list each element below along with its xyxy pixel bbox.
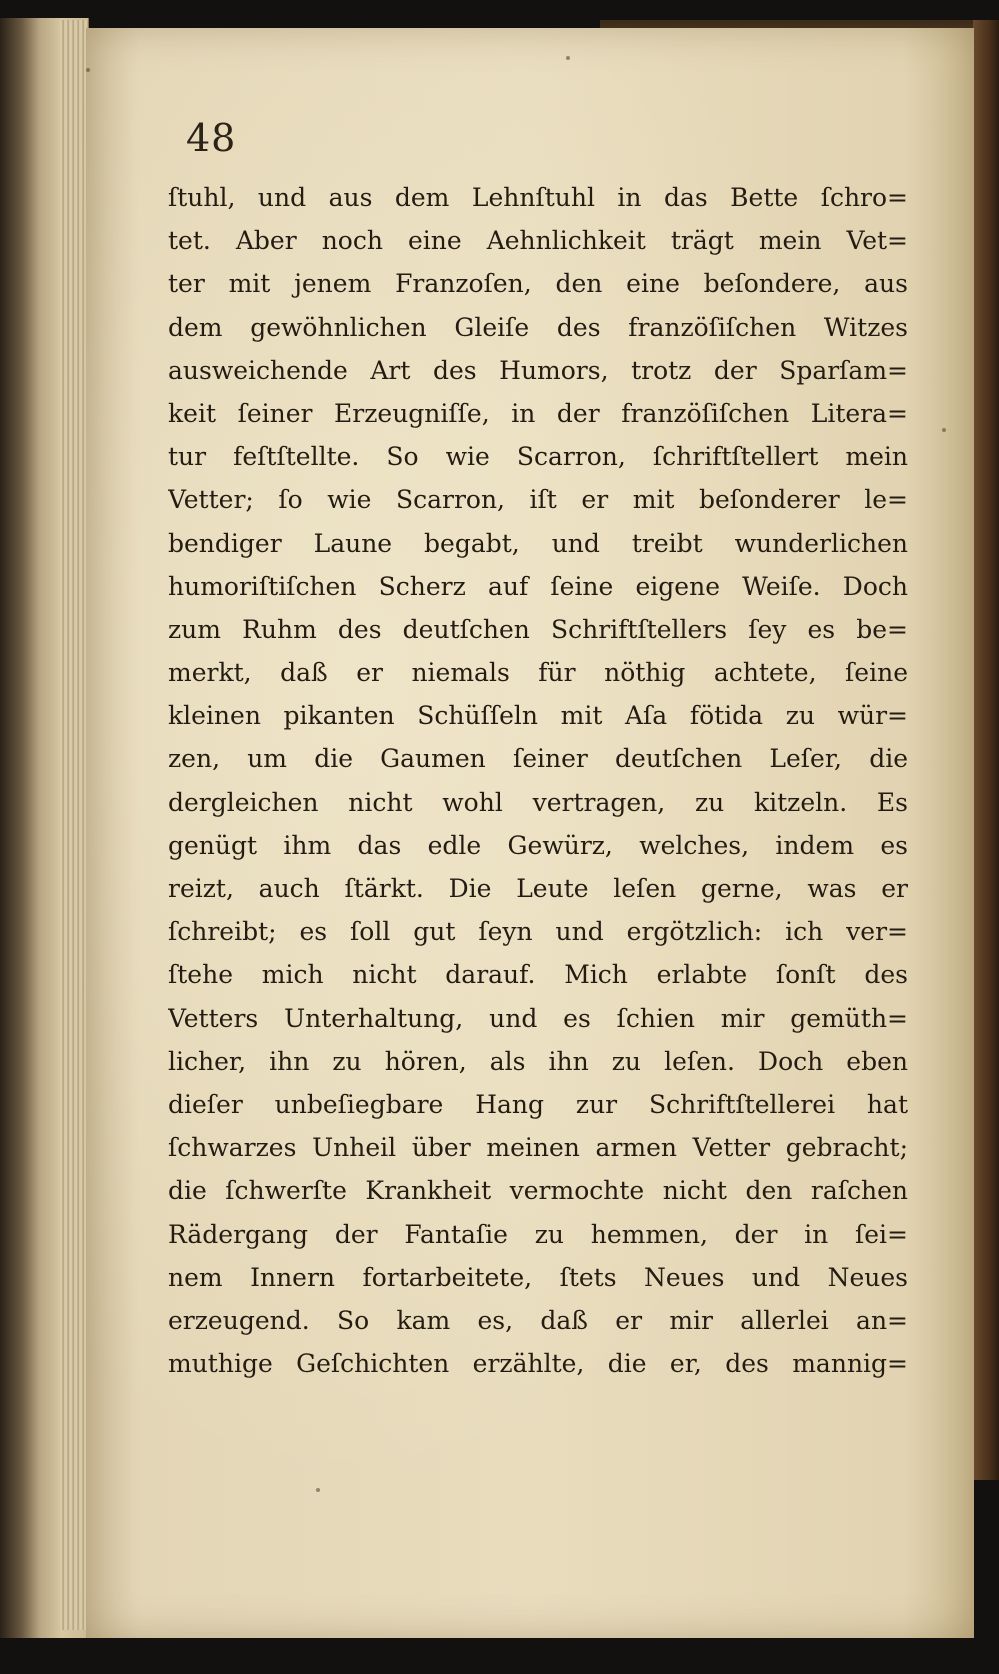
text-line: humoriſtiſchen Scherz auf ſeine eigene Weiſe. Doch: [168, 571, 908, 601]
text-line: kleinen pikanten Schüſſeln mit Aſa fötida zu wür=: [168, 701, 908, 731]
paper-speck: [316, 1488, 320, 1492]
page-text: [168, 176, 908, 1385]
text-line: erzeugend. So kam es, daß er mir allerlei an=: [168, 1305, 908, 1335]
text-line: ausweichende Art des Humors, trotz der Sparſam=: [168, 355, 908, 385]
text-line: merkt, daß er niemals für nöthig achtete, ſeine: [168, 658, 908, 688]
text-line: zum Ruhm des deutſchen Schriftſtellers ſey es be=: [168, 614, 908, 644]
text-line: dieſer unbeſiegbare Hang zur Schriftſtellerei hat: [168, 1089, 908, 1119]
page-number: 48: [186, 116, 237, 160]
text-line: ſchreibt; es ſoll gut ſeyn und ergötzlich: ich ver=: [168, 917, 908, 947]
text-line: die ſchwerſte Krankheit vermochte nicht den raſchen: [168, 1176, 908, 1206]
text-line: muthige Geſchichten erzählte, die er, des mannig=: [168, 1349, 908, 1379]
text-line: reizt, auch ſtärkt. Die Leute leſen gerne, was er: [168, 874, 908, 903]
text-line: ter mit jenem Franzoſen, den eine beſondere, aus: [168, 269, 908, 299]
text-line: bendiger Laune begabt, und treibt wunderlichen: [168, 528, 908, 558]
text-line: tet. Aber noch eine Aehnlichkeit trägt mein Vet=: [168, 226, 908, 256]
text-line: ſchwarzes Unheil über meinen armen Vetter gebracht;: [168, 1133, 908, 1163]
book-page: [86, 28, 974, 1638]
text-line: ſtehe mich nicht darauf. Mich erlabte ſonſt des: [168, 960, 908, 990]
text-line: dergleichen nicht wohl vertragen, zu kitzeln. Es: [168, 787, 908, 817]
text-line: ſtuhl, und aus dem Lehnſtuhl in das Bette ſchro=: [168, 183, 908, 212]
text-line: zen, um die Gaumen ſeiner deutſchen Leſer, die: [168, 744, 908, 774]
paper-speck: [566, 56, 570, 60]
page-stack-edge: [60, 20, 88, 1630]
text-line: Vetter; ſo wie Scarron, iſt er mit beſonderer le=: [168, 485, 908, 515]
text-line: nem Innern fortarbeitete, ſtets Neues und Neues: [168, 1262, 908, 1292]
text-line: genügt ihm das edle Gewürz, welches, indem es: [168, 830, 908, 860]
text-line: Vetters Unterhaltung, und es ſchien mir gemüth=: [168, 1003, 908, 1033]
text-line: keit ſeiner Erzeugniſſe, in der franzöſiſchen Litera=: [168, 398, 908, 428]
text-line: dem gewöhnlichen Gleiſe des franzöſiſchen Witzes: [168, 312, 908, 342]
paper-speck: [942, 428, 946, 432]
book-cover-right: [973, 20, 999, 1480]
text-line: Rädergang der Fantaſie zu hemmen, der in ſei=: [168, 1219, 908, 1249]
paper-speck: [86, 68, 90, 72]
text-line: licher, ihn zu hören, als ihn zu leſen. Doch eben: [168, 1046, 908, 1076]
text-line: tur feſtſtellte. So wie Scarron, ſchriftſtellert mein: [168, 442, 908, 472]
